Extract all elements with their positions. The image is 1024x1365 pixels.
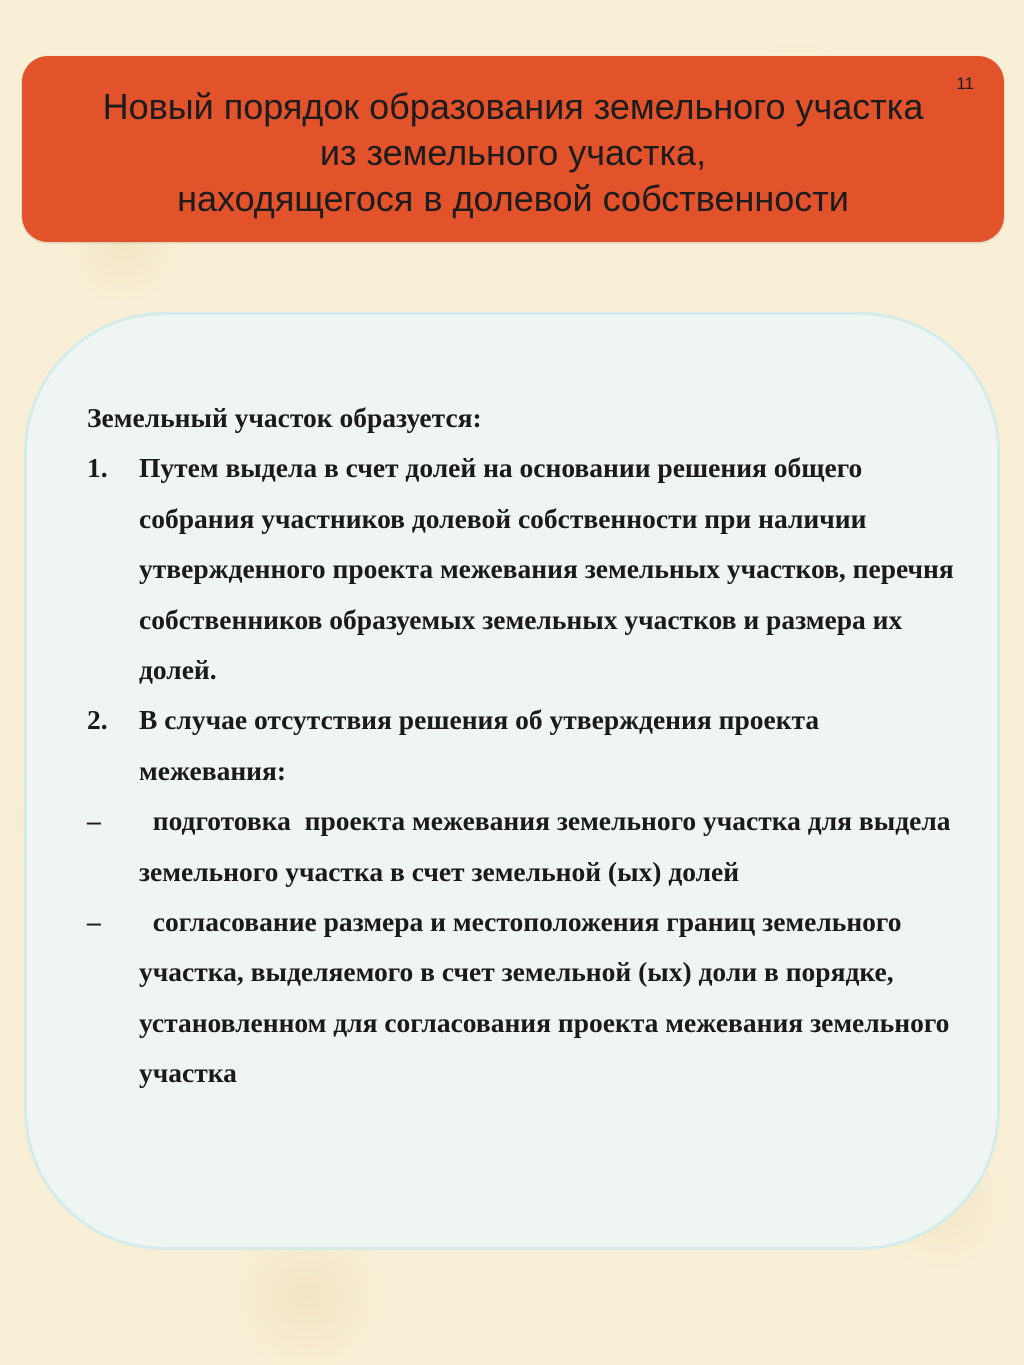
dash-marker: – <box>87 906 101 938</box>
dash-item-1 <box>87 796 967 897</box>
list-marker: 2. <box>87 704 108 736</box>
list-item-text: согласование размера и местоположения границ земельного участка, выделяемого в счет земельной (ых) доли в порядке, установленном для согласования проекта межевания земельного участка <box>139 906 957 1089</box>
intro-text: Земельный участок образуется: <box>87 402 482 433</box>
title-banner <box>22 56 1004 242</box>
list-item-1 <box>87 443 967 695</box>
content-panel <box>24 312 1000 1250</box>
slide-title-line: Новый порядок образования земельного участка <box>102 86 924 127</box>
list-item-text: В случае отсутствия решения об утверждения проекта межевания: <box>139 704 820 786</box>
list-item-text: подготовка проекта межевания земельного участка для выдела земельного участка в счет земельной (ых) долей <box>139 805 965 887</box>
dash-item-2 <box>87 897 967 1099</box>
slide-title <box>22 84 1004 222</box>
slide-title-line: из земельного участка, <box>319 132 707 173</box>
list-item-2 <box>87 695 967 796</box>
content-body <box>87 393 967 1099</box>
list-marker: 1. <box>87 452 108 484</box>
slide-title-line: находящегося в долевой собственности <box>177 178 849 219</box>
list-item-text: Путем выдела в счет долей на основании решения общего собрания участников долевой собственности при наличии утвержденного проекта межевания земельных участков, перечня собственников образуемых земельных участков и размера их долей. <box>139 452 954 686</box>
dash-marker: – <box>87 805 101 837</box>
slide-number: 11 <box>956 74 974 93</box>
